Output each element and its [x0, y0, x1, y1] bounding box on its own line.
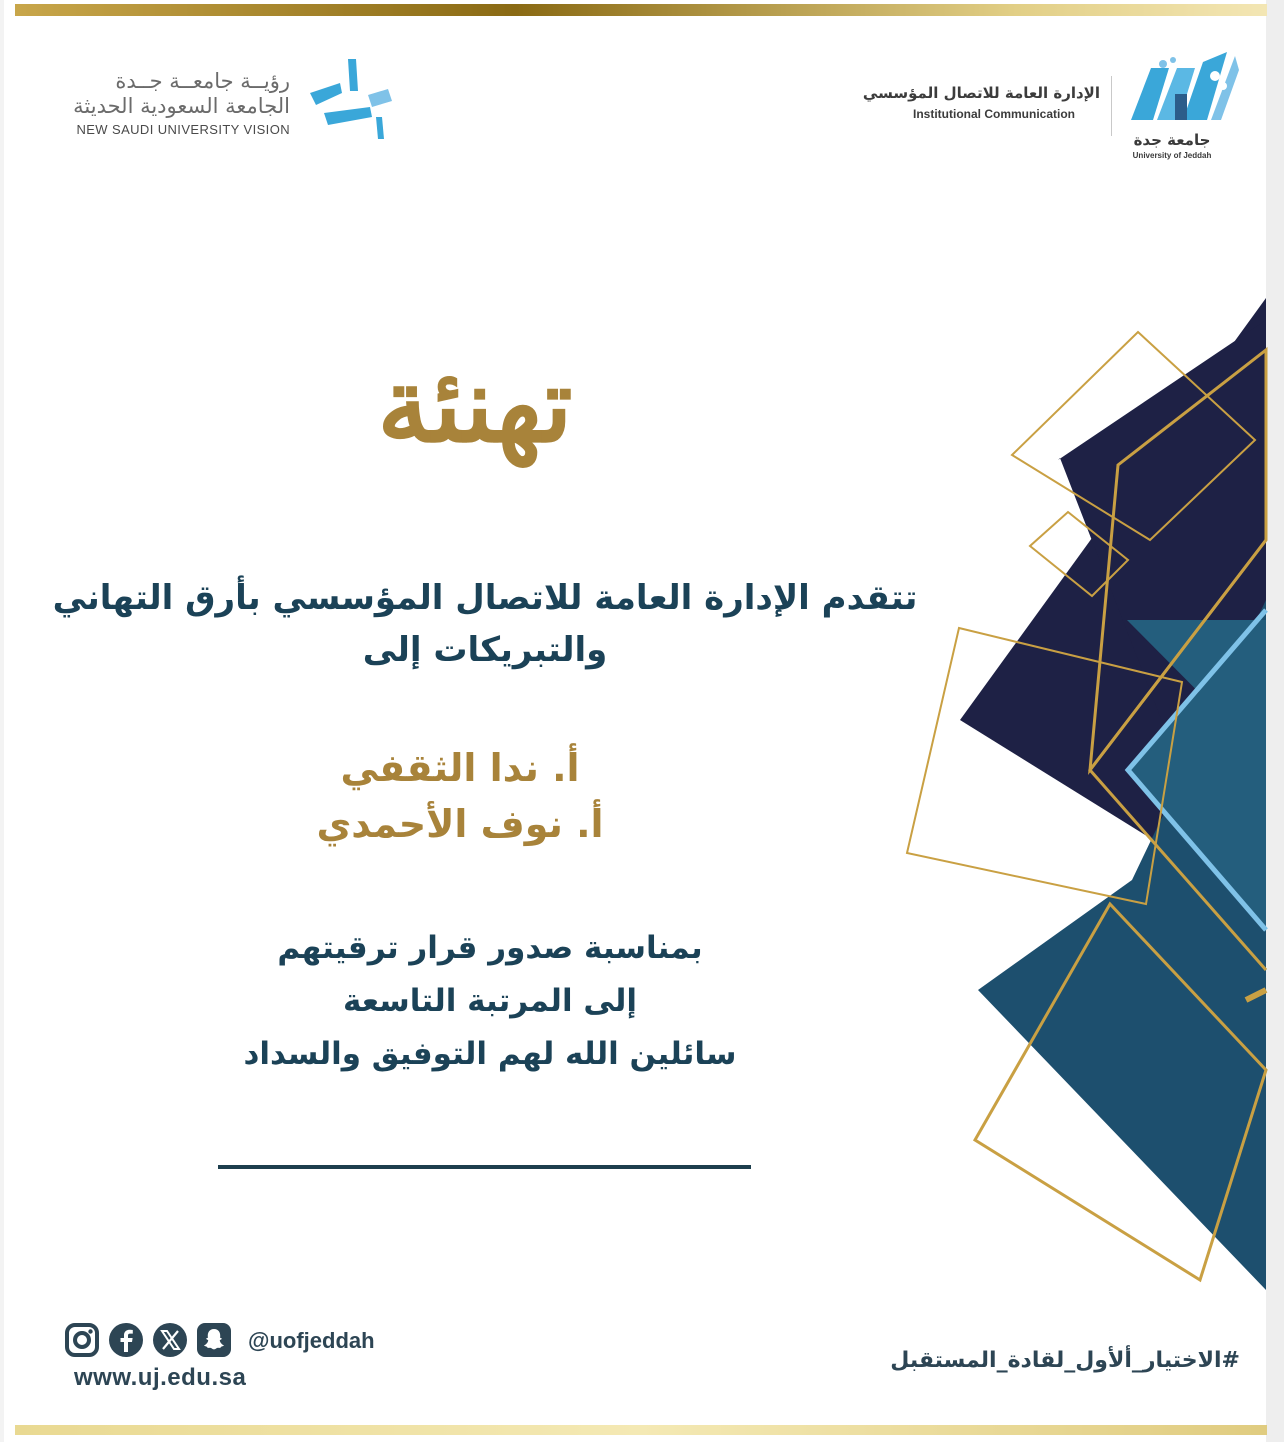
intro-line-2: والتبريكات إلى	[362, 630, 608, 670]
website-link[interactable]: www.uj.edu.sa	[74, 1364, 247, 1391]
vision-text-block	[40, 68, 290, 137]
snapchat-icon[interactable]	[196, 1322, 232, 1358]
header-divider	[1111, 76, 1112, 136]
social-icons-row	[64, 1322, 232, 1358]
vision-subtitle-english: NEW SAUDI UNIVERSITY VISION	[76, 122, 290, 137]
instagram-icon[interactable]	[64, 1322, 100, 1358]
department-name-english: Institutional Communication	[913, 107, 1075, 121]
university-name-arabic: جامعة جدة	[1133, 131, 1211, 149]
university-name-english: University of Jeddah	[1132, 151, 1212, 160]
vision-subtitle-arabic: الجامعة السعودية الحديثة	[73, 94, 290, 118]
vision-title-arabic: رؤيــة جامعــة جــدة	[115, 69, 290, 93]
intro-line-1: تتقدم الإدارة العامة للاتصال المؤسسي بأرق التهاني	[52, 578, 918, 618]
honoree-name: أ. ندا الثقفي	[340, 746, 580, 790]
card-title: تهنئة	[377, 343, 573, 466]
bottom-gold-bar	[15, 1425, 1267, 1435]
honoree-names	[260, 740, 660, 852]
occasion-line-3: سائلين الله لهم التوفيق والسداد	[243, 1036, 737, 1072]
campaign-hashtag: #الاختيار_ألأول_لقادة_المستقبل	[890, 1348, 1240, 1373]
department-name-arabic: الإدارة العامة للاتصال المؤسسي	[862, 84, 1100, 102]
decorative-geometric-shapes	[880, 290, 1284, 1290]
vision-logo-icon	[300, 55, 400, 145]
honoree-name: أ. نوف الأحمدي	[316, 802, 604, 846]
page-edge-left	[0, 0, 4, 1442]
x-icon[interactable]	[152, 1322, 188, 1358]
divider-rule	[218, 1165, 751, 1169]
university-logo-icon	[1123, 48, 1241, 138]
occasion-line-1: بمناسبة صدور قرار ترقيتهم	[277, 930, 703, 966]
facebook-icon[interactable]	[108, 1322, 144, 1358]
occasion-text	[190, 922, 790, 1081]
top-gold-bar	[15, 4, 1267, 16]
social-handle[interactable]: @uofjeddah	[248, 1328, 375, 1353]
occasion-line-2: إلى المرتبة التاسعة	[343, 983, 637, 1019]
intro-text	[40, 572, 930, 676]
